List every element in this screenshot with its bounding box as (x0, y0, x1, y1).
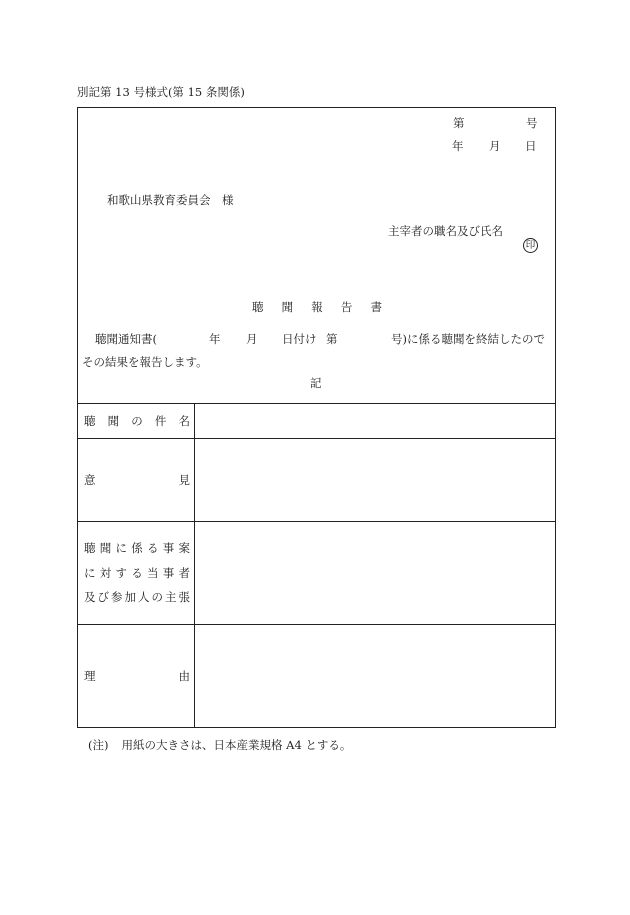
label-claims-line-1: 聴 聞 に 係 る 事 案 (84, 541, 190, 556)
value-cell-claims (195, 522, 555, 624)
value-cell-subject (195, 404, 555, 438)
date-day: 日 (525, 139, 537, 153)
body-line-2: その結果を報告します。 (82, 355, 208, 369)
value-cell-reason (195, 625, 555, 727)
table-row-reason (78, 624, 555, 727)
table-row-subject (78, 403, 555, 438)
table-row-opinion (78, 438, 555, 521)
report-table (78, 403, 555, 727)
seal-mark: 印 (523, 238, 538, 253)
value-cell-opinion (195, 439, 555, 521)
body-month: 月 (246, 332, 258, 346)
form-label: 別記第 13 号様式(第 15 条関係) (77, 85, 245, 99)
label-claims-line-2: に 対 す る 当 事 者 (84, 565, 190, 580)
page-title: 聴 聞 報 告 書 (252, 300, 382, 314)
addressee: 和歌山県教育委員会 様 (107, 193, 234, 207)
body-suffix: 号)に係る聴聞を終結したので (391, 332, 545, 346)
body-prefix: 聴聞通知書( (95, 332, 157, 346)
label-claims (84, 536, 190, 610)
footnote (88, 738, 351, 752)
label-cell-subject (78, 404, 195, 438)
label-reason: 理 由 (84, 669, 190, 683)
body-number-prefix: 第 (326, 332, 338, 346)
presider-label: 主宰者の職名及び氏名 (388, 224, 503, 238)
body-day: 日付け (282, 332, 317, 346)
label-cell-claims (78, 522, 195, 624)
date-year: 年 (452, 139, 464, 153)
ki-heading: 記 (310, 376, 322, 390)
footnote-label: (注) (88, 738, 109, 752)
label-cell-opinion (78, 439, 195, 521)
body-line-1 (78, 332, 555, 346)
body-year: 年 (209, 332, 221, 346)
document-number-suffix: 号 (526, 116, 538, 130)
table-row-claims (78, 521, 555, 624)
label-claims-line-3: 及 び 参 加 人 の 主 張 (84, 590, 190, 605)
date-month: 月 (489, 139, 501, 153)
document-number-prefix: 第 (453, 116, 465, 130)
label-subject: 聴 聞 の 件 名 (84, 414, 190, 428)
label-opinion: 意 見 (84, 473, 190, 487)
footnote-text: 用紙の大きさは、日本産業規格 A4 とする。 (121, 738, 352, 752)
label-cell-reason (78, 625, 195, 727)
report-form (77, 107, 556, 728)
